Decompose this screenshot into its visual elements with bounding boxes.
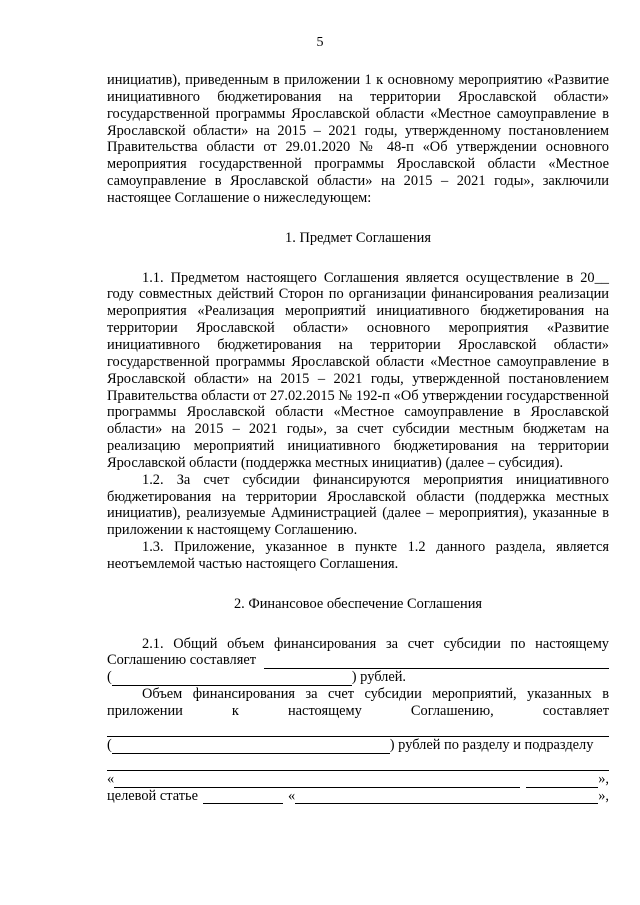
quote-close: », [598,770,609,787]
section-code-field[interactable] [107,757,609,771]
clause-2-1-line3 [107,669,609,686]
section-1-title: 1. Предмет Соглашения [285,229,431,246]
section-2-title: 2. Финансовое обеспечение Соглашения [233,595,483,612]
measures-amount-field[interactable] [107,723,609,737]
paren-open: ( [107,669,112,686]
clause-2-1-line1: 2.1. Общий объем финансирования за счет субсидии по настоящему [142,635,609,652]
clause-2-2-line2: приложении к настоящему Соглашению, составляет [107,703,609,719]
target-article-name-field[interactable] [295,790,598,804]
blank-line [107,720,609,737]
paren-open-2: ( [107,736,112,753]
target-quote-close: », [598,787,609,804]
clause-2-1-line2 [107,652,609,669]
section-name-field[interactable] [114,774,520,788]
clause-2-2-line1: Объем финансирования за счет субсидии мероприятий, указанных в [142,686,609,703]
page-number: 5 [316,35,324,50]
clause-2-2-line4 [107,737,609,754]
section-name-field-2[interactable] [526,774,598,788]
section-subsection-label: ) рублей по разделу и подразделу [389,736,594,753]
rubles-label: ) рублей. [351,669,407,686]
quote-line [107,771,609,788]
target-article-code-field[interactable] [203,790,283,804]
clause-1-3: 1.3. Приложение, указанное в пункте 1.2 данного раздела, является неотъемлемой частью настоящего Соглашения. [107,539,609,572]
document-body [107,72,609,804]
blank-line-2 [107,754,609,771]
target-quote-open: « [287,787,296,804]
quote-open: « [107,770,115,787]
clause-1-1: 1.1. Предметом настоящего Соглашения является осуществление в 20__ году совместных действий Сторон по организации финансирования реализации мероприятия «Реализация мероприятий инициативного бюджетирования на территории Ярославской области» основного мероприятия «Развитие инициативного бюджетирования на территории Ярославской области» государственной программы Ярославской области «Местное самоуправление в Ярославской области» на 2015 – 2021 годы, утвержденной постановлением Правительства области от 27.02.2015 № 192-п «Об утверждении государственной программы Ярославской области «Местное самоуправление в Ярославской области» на 2015 – 2021 годы», за счет субсидии местным бюджетам на реализацию мероприятий инициативного бюджетирования на территории Ярославской области (поддержка местных инициатив) (далее – субсидия). [107,269,609,471]
amount-words-field-short[interactable] [112,672,164,686]
clause-2-1-label: Соглашению составляет [107,652,257,669]
target-article-label: целевой статье [107,787,198,804]
intro-paragraph: инициатив), приведенным в приложении 1 к основному мероприятию «Развитие инициативного бюджетирования на территории Ярославской области» государственной программы Ярославской области «Местное самоуправление в Ярославской области» на 2015 – 2021 годы, утвержденному постановлением Правительства области от 29.01.2020 № 48-п «Об утверждении основного мероприятия государственной программы Ярославской области «Местное самоуправление в Ярославской области» на 2015 – 2021 годы», заключили настоящее Соглашение о нижеследующем: [107,72,609,206]
amount-words-field[interactable] [164,672,352,686]
total-amount-field[interactable] [264,655,609,669]
target-article-line [107,788,609,805]
measures-amount-words-field[interactable] [112,740,390,754]
clause-1-2: 1.2. За счет субсидии финансируются мероприятия инициативного бюджетирования на территории Ярославской области (поддержка местных инициатив), реализуемые Администрацией (далее – мероприятия), указанные в приложении к настоящему Соглашению. [107,471,609,539]
